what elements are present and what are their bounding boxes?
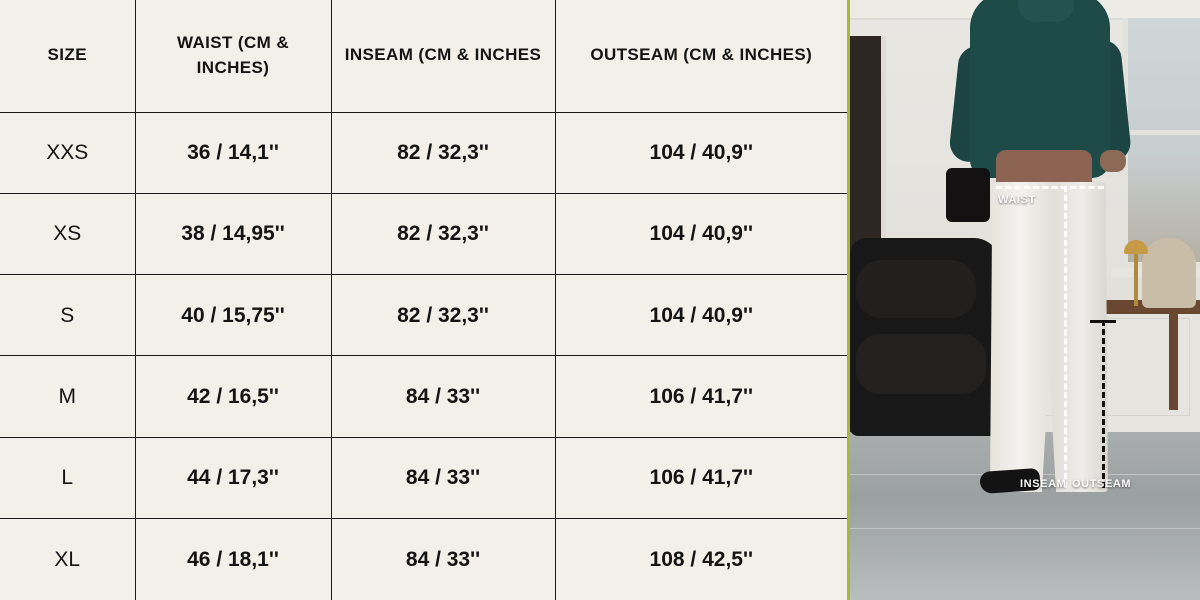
model-hand [1100, 150, 1126, 172]
cell-inseam: 84 / 33'' [331, 519, 555, 600]
cell-outseam: 104 / 40,9'' [555, 193, 847, 274]
table-row [0, 356, 847, 437]
table-row [0, 519, 847, 600]
cell-outseam: 108 / 42,5'' [555, 519, 847, 600]
waist-label: WAIST [998, 194, 1036, 206]
table-row [0, 112, 847, 193]
waist-measure-line [996, 186, 1104, 189]
column-header-outseam: OUTSEAM (CM & INCHES) [555, 0, 847, 112]
outseam-top-tick [1090, 320, 1116, 323]
column-header-waist: WAIST (CM & INCHES) [135, 0, 331, 112]
inseam-measure-line [1064, 186, 1067, 488]
cell-inseam: 84 / 33'' [331, 356, 555, 437]
cell-outseam: 106 / 41,7'' [555, 356, 847, 437]
cell-inseam: 82 / 32,3'' [331, 193, 555, 274]
table-header-row [0, 0, 847, 112]
outseam-measure-line [1102, 320, 1105, 488]
outseam-label: OUTSEAM [1072, 478, 1132, 490]
cell-size: XS [0, 193, 135, 274]
cell-waist: 40 / 15,75'' [135, 275, 331, 356]
cell-inseam: 82 / 32,3'' [331, 275, 555, 356]
table-row [0, 193, 847, 274]
model-figure [850, 0, 1200, 600]
cell-size: S [0, 275, 135, 356]
table-body [0, 112, 847, 600]
model-photo-pane [847, 0, 1200, 600]
column-header-size: SIZE [0, 0, 135, 112]
cell-size: M [0, 356, 135, 437]
cell-size: L [0, 437, 135, 518]
cell-outseam: 106 / 41,7'' [555, 437, 847, 518]
cell-waist: 42 / 16,5'' [135, 356, 331, 437]
cell-inseam: 82 / 32,3'' [331, 112, 555, 193]
shoulder-bag [946, 168, 990, 222]
cell-waist: 46 / 18,1'' [135, 519, 331, 600]
column-header-inseam: INSEAM (CM & INCHES [331, 0, 555, 112]
cell-inseam: 84 / 33'' [331, 437, 555, 518]
cell-size: XXS [0, 112, 135, 193]
table-header [0, 0, 847, 112]
model-trousers [990, 182, 1108, 492]
table-row [0, 437, 847, 518]
cell-outseam: 104 / 40,9'' [555, 275, 847, 356]
cell-outseam: 104 / 40,9'' [555, 112, 847, 193]
sweater-collar [1018, 0, 1074, 22]
cell-size: XL [0, 519, 135, 600]
inseam-label: INSEAM [1020, 478, 1067, 490]
table-row [0, 275, 847, 356]
cell-waist: 44 / 17,3'' [135, 437, 331, 518]
cell-waist: 36 / 14,1'' [135, 112, 331, 193]
cell-waist: 38 / 14,95'' [135, 193, 331, 274]
